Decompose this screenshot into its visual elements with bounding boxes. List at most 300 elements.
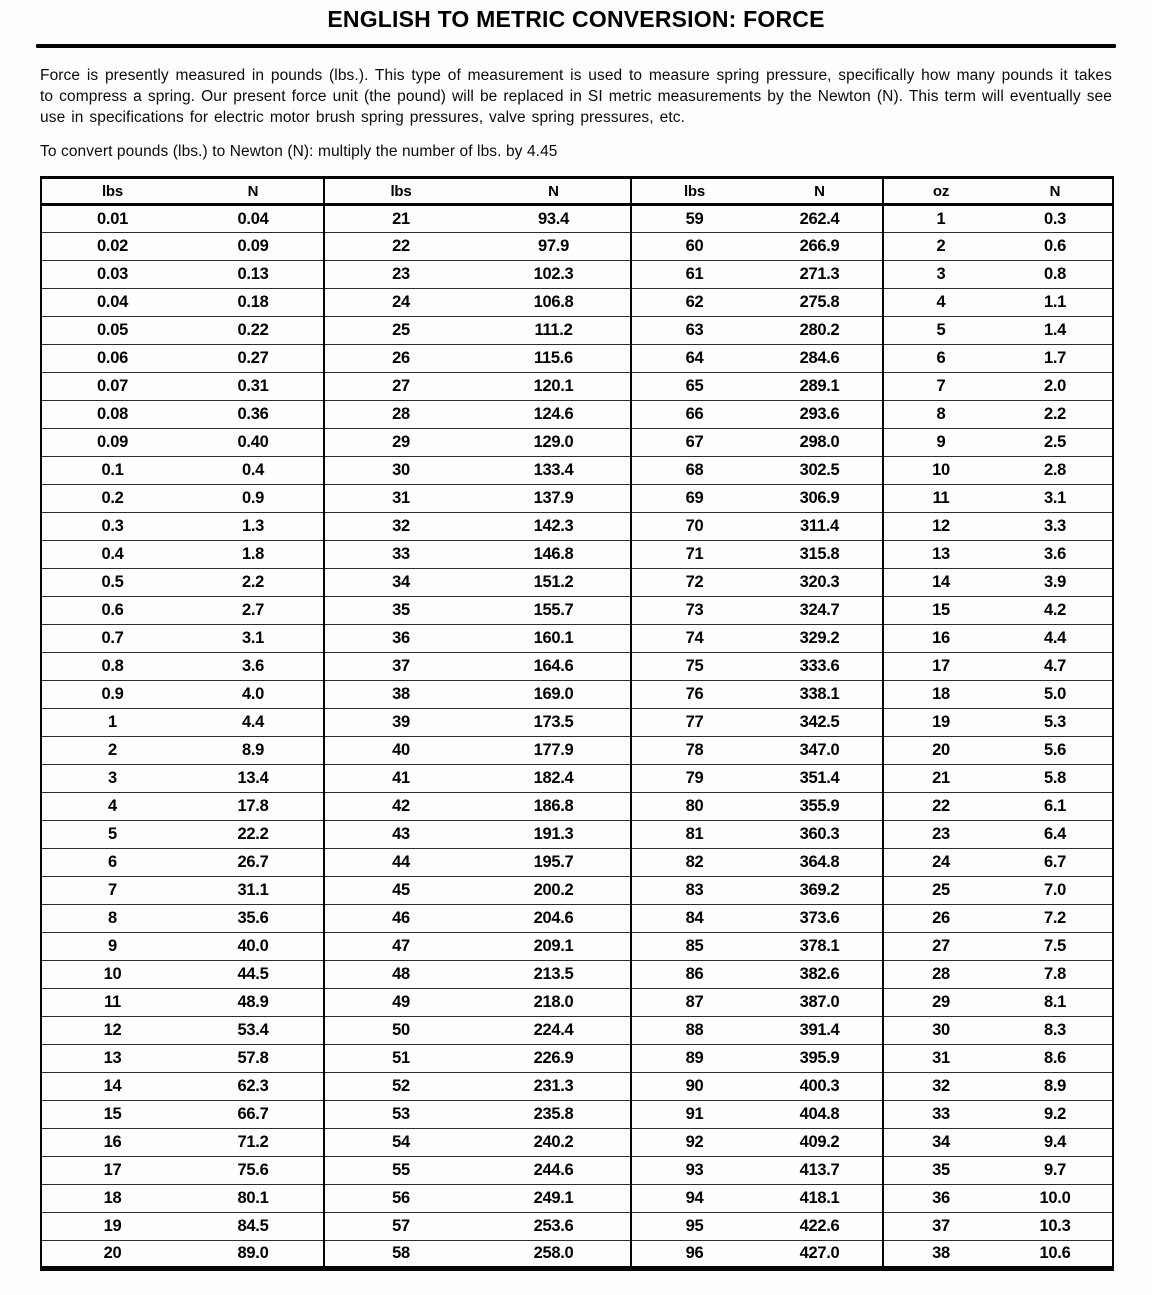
lbs-value: 30: [324, 457, 477, 485]
column-header-lbs: lbs: [324, 178, 477, 205]
n-value: 204.6: [477, 905, 631, 933]
n-value: 0.6: [998, 233, 1113, 261]
n-value: 0.36: [183, 401, 324, 429]
n-value: 1.3: [183, 513, 324, 541]
lbs-value: 40: [324, 737, 477, 765]
table-row: [41, 625, 1113, 653]
n-value: 7.2: [998, 905, 1113, 933]
oz-value: 20: [883, 737, 998, 765]
n-value: 142.3: [477, 513, 631, 541]
lbs-value: 91: [631, 1101, 757, 1129]
table-row: [41, 709, 1113, 737]
table-row: [41, 597, 1113, 625]
n-value: 177.9: [477, 737, 631, 765]
n-value: 111.2: [477, 317, 631, 345]
table-row: [41, 765, 1113, 793]
table-row: [41, 373, 1113, 401]
lbs-value: 59: [631, 205, 757, 233]
oz-value: 11: [883, 485, 998, 513]
n-value: 351.4: [757, 765, 883, 793]
lbs-value: 65: [631, 373, 757, 401]
oz-value: 34: [883, 1129, 998, 1157]
n-value: 1.7: [998, 345, 1113, 373]
n-value: 169.0: [477, 681, 631, 709]
oz-value: 8: [883, 401, 998, 429]
n-value: 280.2: [757, 317, 883, 345]
column-header-n: N: [757, 178, 883, 205]
table-row: [41, 653, 1113, 681]
lbs-value: 44: [324, 849, 477, 877]
n-value: 146.8: [477, 541, 631, 569]
n-value: 306.9: [757, 485, 883, 513]
oz-value: 6: [883, 345, 998, 373]
lbs-value: 67: [631, 429, 757, 457]
n-value: 0.4: [183, 457, 324, 485]
table-row: [41, 205, 1113, 233]
n-value: 338.1: [757, 681, 883, 709]
table-row: [41, 933, 1113, 961]
table-row: [41, 1101, 1113, 1129]
lbs-value: 52: [324, 1073, 477, 1101]
n-value: 10.6: [1039, 1244, 1071, 1263]
conversion-table: [40, 176, 1114, 1271]
n-value: 240.2: [477, 1129, 631, 1157]
table-row: [41, 821, 1113, 849]
n-value: 347.0: [757, 737, 883, 765]
n-value: 133.4: [477, 457, 631, 485]
table-row: [41, 1073, 1113, 1101]
lbs-value: 1: [41, 709, 183, 737]
lbs-value: 79: [631, 765, 757, 793]
n-value: 427.0: [799, 1244, 840, 1263]
oz-value: 25: [883, 877, 998, 905]
n-value: 40.0: [183, 933, 324, 961]
lbs-value: 0.04: [41, 289, 183, 317]
lbs-value: 46: [324, 905, 477, 933]
intro-paragraph: Force is presently measured in pounds (lbs.). This type of measurement is used to measure spring pressure, specifically how many pounds it takes to compress a spring. Our present force unit (the pound) will be replaced in SI metric measurements by the Newton (N). This term will eventually see use in specifications for electric motor brush spring pressures, valve spring pressures, etc.: [40, 67, 1112, 127]
lbs-value: 31: [324, 485, 477, 513]
table-row: [41, 261, 1113, 289]
table-row: [41, 1157, 1113, 1185]
n-value: 1.4: [998, 317, 1113, 345]
n-value: 284.6: [757, 345, 883, 373]
n-value: 1.8: [183, 541, 324, 569]
lbs-value: 0.9: [41, 681, 183, 709]
n-value: 302.5: [757, 457, 883, 485]
n-value: 8.6: [998, 1045, 1113, 1073]
lbs-value: 45: [324, 877, 477, 905]
lbs-value: 24: [324, 289, 477, 317]
n-value: 4.4: [998, 625, 1113, 653]
lbs-value: 41: [324, 765, 477, 793]
n-value: 209.1: [477, 933, 631, 961]
lbs-value: 26: [324, 345, 477, 373]
n-value: 2.7: [183, 597, 324, 625]
oz-value: 10: [883, 457, 998, 485]
lbs-value: 71: [631, 541, 757, 569]
table-row: [41, 233, 1113, 261]
n-value: 333.6: [757, 653, 883, 681]
lbs-value: 17: [41, 1157, 183, 1185]
n-value: 0.18: [183, 289, 324, 317]
n-value: 182.4: [477, 765, 631, 793]
n-value: 9.4: [998, 1129, 1113, 1157]
lbs-value: 18: [41, 1185, 183, 1213]
table-row: [41, 849, 1113, 877]
lbs-value: 13: [41, 1045, 183, 1073]
column-header-n: N: [183, 178, 324, 205]
n-value: 4.4: [183, 709, 324, 737]
n-value: 66.7: [183, 1101, 324, 1129]
lbs-value: 94: [631, 1185, 757, 1213]
n-value: 151.2: [477, 569, 631, 597]
oz-value: 12: [883, 513, 998, 541]
n-value: 2.2: [998, 401, 1113, 429]
n-value: 226.9: [477, 1045, 631, 1073]
lbs-value: 92: [631, 1129, 757, 1157]
n-value: 231.3: [477, 1073, 631, 1101]
table-row: [41, 681, 1113, 709]
n-value: 1.1: [998, 289, 1113, 317]
column-header-oz: oz: [883, 178, 998, 205]
lbs-value: 23: [324, 261, 477, 289]
lbs-value: 80: [631, 793, 757, 821]
n-value: 395.9: [757, 1045, 883, 1073]
n-value: 293.6: [757, 401, 883, 429]
n-value: 84.5: [183, 1213, 324, 1241]
n-value: 129.0: [477, 429, 631, 457]
lbs-value: 15: [41, 1101, 183, 1129]
column-header-n: N: [477, 178, 631, 205]
lbs-value: 34: [324, 569, 477, 597]
n-value: 102.3: [477, 261, 631, 289]
n-value: 355.9: [757, 793, 883, 821]
n-value: 5.6: [998, 737, 1113, 765]
n-value: 7.8: [998, 961, 1113, 989]
n-value: 9.2: [998, 1101, 1113, 1129]
n-value: 53.4: [183, 1017, 324, 1045]
n-value: 373.6: [757, 905, 883, 933]
n-value: 5.8: [998, 765, 1113, 793]
lbs-value: 60: [631, 233, 757, 261]
lbs-value: 95: [631, 1213, 757, 1241]
n-value: 360.3: [757, 821, 883, 849]
n-value: 0.13: [183, 261, 324, 289]
lbs-value: 58: [324, 1241, 477, 1269]
lbs-value: 56: [324, 1185, 477, 1213]
lbs-value: 3: [41, 765, 183, 793]
oz-value: 32: [883, 1073, 998, 1101]
lbs-value: 89: [631, 1045, 757, 1073]
n-value: 369.2: [757, 877, 883, 905]
oz-value: 33: [883, 1101, 998, 1129]
oz-value: 35: [883, 1157, 998, 1185]
lbs-value: 90: [631, 1073, 757, 1101]
n-value: 342.5: [757, 709, 883, 737]
oz-value: 1: [883, 205, 998, 233]
n-value: 6.4: [998, 821, 1113, 849]
table-row: [41, 793, 1113, 821]
lbs-value: 0.6: [41, 597, 183, 625]
oz-value: 16: [883, 625, 998, 653]
lbs-value: 64: [631, 345, 757, 373]
lbs-value: 0.07: [41, 373, 183, 401]
lbs-value: 5: [41, 821, 183, 849]
table-row: [41, 989, 1113, 1017]
n-value: 387.0: [757, 989, 883, 1017]
lbs-value: 25: [324, 317, 477, 345]
n-value: 124.6: [477, 401, 631, 429]
lbs-value: 0.5: [41, 569, 183, 597]
lbs-value: 20: [103, 1244, 122, 1263]
n-value: 235.8: [477, 1101, 631, 1129]
lbs-value: 35: [324, 597, 477, 625]
n-value: 186.8: [477, 793, 631, 821]
oz-value: 31: [883, 1045, 998, 1073]
n-value: 0.22: [183, 317, 324, 345]
lbs-value: 70: [631, 513, 757, 541]
n-value: 298.0: [757, 429, 883, 457]
lbs-value: 7: [41, 877, 183, 905]
n-value: 3.3: [998, 513, 1113, 541]
lbs-value: 0.02: [41, 233, 183, 261]
lbs-value: 12: [41, 1017, 183, 1045]
lbs-value: 11: [41, 989, 183, 1017]
n-value: 271.3: [757, 261, 883, 289]
header-row: [41, 178, 1113, 205]
lbs-value: 62: [631, 289, 757, 317]
table-row: [41, 1185, 1113, 1213]
table-row: [41, 1129, 1113, 1157]
table-row: [41, 1213, 1113, 1241]
n-value: 253.6: [477, 1213, 631, 1241]
n-value: 80.1: [183, 1185, 324, 1213]
n-value: 0.31: [183, 373, 324, 401]
lbs-value: 37: [324, 653, 477, 681]
n-value: 44.5: [183, 961, 324, 989]
lbs-value: 85: [631, 933, 757, 961]
n-value: 10.3: [998, 1213, 1113, 1241]
lbs-value: 49: [324, 989, 477, 1017]
oz-value: 13: [883, 541, 998, 569]
n-value: 8.3: [998, 1017, 1113, 1045]
n-value: 93.4: [477, 205, 631, 233]
n-value: 5.3: [998, 709, 1113, 737]
lbs-value: 68: [631, 457, 757, 485]
lbs-value: 87: [631, 989, 757, 1017]
lbs-value: 54: [324, 1129, 477, 1157]
n-value: 422.6: [757, 1213, 883, 1241]
n-value: 6.1: [998, 793, 1113, 821]
n-value: 4.0: [183, 681, 324, 709]
n-value: 400.3: [757, 1073, 883, 1101]
lbs-value: 66: [631, 401, 757, 429]
lbs-value: 76: [631, 681, 757, 709]
n-value: 224.4: [477, 1017, 631, 1045]
n-value: 3.1: [998, 485, 1113, 513]
lbs-value: 0.06: [41, 345, 183, 373]
n-value: 262.4: [757, 205, 883, 233]
oz-value: 14: [883, 569, 998, 597]
lbs-value: 16: [41, 1129, 183, 1157]
title-divider-rule: [36, 44, 1116, 48]
table-row: [41, 513, 1113, 541]
oz-value: 4: [883, 289, 998, 317]
lbs-value: 19: [41, 1213, 183, 1241]
n-value: 17.8: [183, 793, 324, 821]
n-value: 26.7: [183, 849, 324, 877]
lbs-value: 57: [324, 1213, 477, 1241]
oz-value: 19: [883, 709, 998, 737]
lbs-value: 63: [631, 317, 757, 345]
lbs-value: 55: [324, 1157, 477, 1185]
n-value: 120.1: [477, 373, 631, 401]
n-value: 3.6: [998, 541, 1113, 569]
oz-value: 28: [883, 961, 998, 989]
lbs-value: 0.3: [41, 513, 183, 541]
lbs-value: 0.03: [41, 261, 183, 289]
column-header-lbs: lbs: [41, 178, 183, 205]
oz-value: 26: [883, 905, 998, 933]
oz-value: 22: [883, 793, 998, 821]
n-value: 266.9: [757, 233, 883, 261]
n-value: 195.7: [477, 849, 631, 877]
oz-value: 23: [883, 821, 998, 849]
n-value: 0.40: [183, 429, 324, 457]
lbs-value: 4: [41, 793, 183, 821]
oz-value: 2: [883, 233, 998, 261]
lbs-value: 0.01: [41, 205, 183, 233]
lbs-value: 0.7: [41, 625, 183, 653]
lbs-value: 28: [324, 401, 477, 429]
oz-value: 5: [883, 317, 998, 345]
n-value: 155.7: [477, 597, 631, 625]
lbs-value: 29: [324, 429, 477, 457]
lbs-value: 73: [631, 597, 757, 625]
n-value: 31.1: [183, 877, 324, 905]
n-value: 164.6: [477, 653, 631, 681]
lbs-value: 74: [631, 625, 757, 653]
n-value: 391.4: [757, 1017, 883, 1045]
oz-value: 30: [883, 1017, 998, 1045]
n-value: 89.0: [237, 1244, 269, 1263]
n-value: 382.6: [757, 961, 883, 989]
lbs-value: 93: [631, 1157, 757, 1185]
n-value: 2.2: [183, 569, 324, 597]
n-value: 4.2: [998, 597, 1113, 625]
n-value: 173.5: [477, 709, 631, 737]
lbs-value: 84: [631, 905, 757, 933]
n-value: 2.8: [998, 457, 1113, 485]
n-value: 0.3: [998, 205, 1113, 233]
table-row: [41, 569, 1113, 597]
lbs-value: 82: [631, 849, 757, 877]
lbs-value: 61: [631, 261, 757, 289]
lbs-value: 88: [631, 1017, 757, 1045]
oz-value: 15: [883, 597, 998, 625]
n-value: 22.2: [183, 821, 324, 849]
n-value: 404.8: [757, 1101, 883, 1129]
lbs-value: 27: [324, 373, 477, 401]
lbs-value: 9: [41, 933, 183, 961]
n-value: 364.8: [757, 849, 883, 877]
n-value: 315.8: [757, 541, 883, 569]
oz-value: 18: [883, 681, 998, 709]
lbs-value: 10: [41, 961, 183, 989]
table-row: [41, 541, 1113, 569]
table-row: [41, 345, 1113, 373]
n-value: 35.6: [183, 905, 324, 933]
n-value: 7.0: [998, 877, 1113, 905]
conversion-table-body: [41, 205, 1113, 1269]
table-row: [41, 877, 1113, 905]
lbs-value: 69: [631, 485, 757, 513]
conversion-table-header: [41, 178, 1113, 205]
lbs-value: 0.05: [41, 317, 183, 345]
lbs-value: 22: [324, 233, 477, 261]
table-row: [41, 429, 1113, 457]
lbs-value: 8: [41, 905, 183, 933]
lbs-value: 0.4: [41, 541, 183, 569]
n-value: 0.04: [183, 205, 324, 233]
lbs-value: 75: [631, 653, 757, 681]
lbs-value: 14: [41, 1073, 183, 1101]
n-value: 0.09: [183, 233, 324, 261]
n-value: 13.4: [183, 765, 324, 793]
oz-value: 36: [883, 1185, 998, 1213]
lbs-value: 47: [324, 933, 477, 961]
column-header-n: N: [998, 178, 1113, 205]
n-value: 6.7: [998, 849, 1113, 877]
oz-value: 38: [883, 1241, 998, 1269]
lbs-value: 38: [324, 681, 477, 709]
n-value: 311.4: [757, 513, 883, 541]
n-value: 2.5: [998, 429, 1113, 457]
n-value: 5.0: [998, 681, 1113, 709]
n-value: 249.1: [477, 1185, 631, 1213]
lbs-value: 51: [324, 1045, 477, 1073]
oz-value: 37: [883, 1213, 998, 1241]
n-value: 8.9: [998, 1073, 1113, 1101]
conversion-rule-note: To convert pounds (lbs.) to Newton (N): multiply the number of lbs. by 4.45: [40, 143, 558, 161]
n-value: 200.2: [477, 877, 631, 905]
oz-value: 3: [883, 261, 998, 289]
oz-value: 17: [883, 653, 998, 681]
n-value: 218.0: [477, 989, 631, 1017]
table-row: [41, 1045, 1113, 1073]
lbs-value: 48: [324, 961, 477, 989]
lbs-value: 43: [324, 821, 477, 849]
lbs-value: 33: [324, 541, 477, 569]
table-row: [41, 485, 1113, 513]
lbs-value: 21: [324, 205, 477, 233]
lbs-value: 81: [631, 821, 757, 849]
n-value: 137.9: [477, 485, 631, 513]
n-value: 244.6: [477, 1157, 631, 1185]
n-value: 191.3: [477, 821, 631, 849]
n-value: 320.3: [757, 569, 883, 597]
table-row: [41, 1241, 1113, 1269]
n-value: 57.8: [183, 1045, 324, 1073]
n-value: 0.9: [183, 485, 324, 513]
lbs-value: 0.08: [41, 401, 183, 429]
oz-value: 7: [883, 373, 998, 401]
n-value: 378.1: [757, 933, 883, 961]
n-value: 413.7: [757, 1157, 883, 1185]
lbs-value: 0.2: [41, 485, 183, 513]
n-value: 97.9: [477, 233, 631, 261]
lbs-value: 42: [324, 793, 477, 821]
